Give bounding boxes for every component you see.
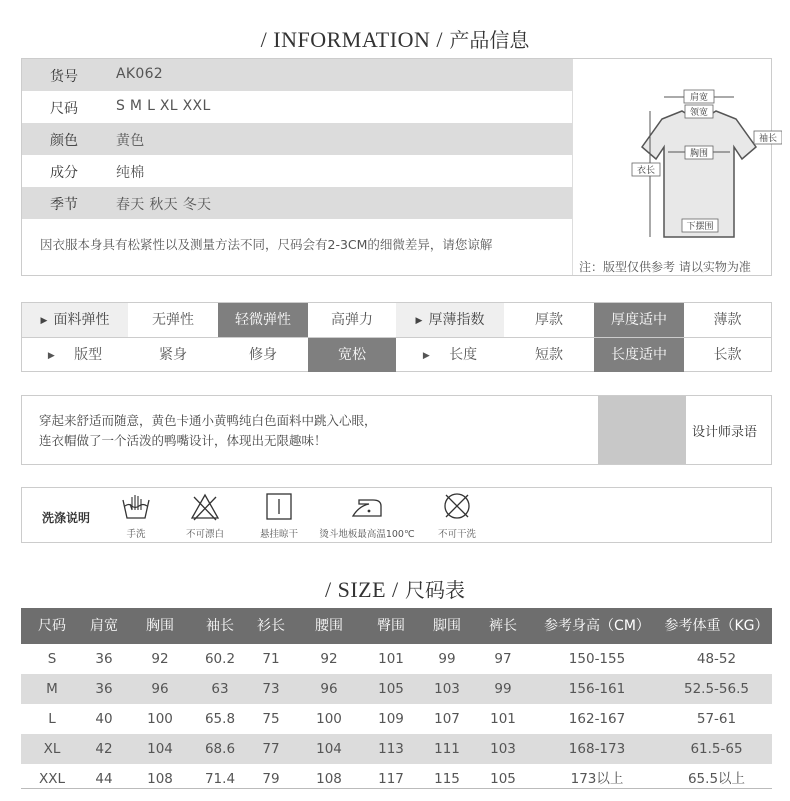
- attr-head-label: 面料弹性: [53, 312, 110, 328]
- table-row: [21, 644, 772, 674]
- size-cell: 92: [320, 651, 338, 667]
- size-cell: 105: [490, 771, 516, 787]
- designer-text-line: 穿起来舒适而随意，黄色卡通小黄鸭纯白色面料中跳入心眼，: [39, 413, 377, 428]
- wash-item-no-bleach: [182, 492, 228, 540]
- iron-icon: [349, 492, 385, 522]
- info-label: 货号: [50, 69, 78, 85]
- size-cell: 100: [316, 711, 342, 727]
- size-cell: 107: [434, 711, 460, 727]
- size-cell: 68.6: [204, 741, 236, 757]
- info-row-item-number: [22, 59, 572, 91]
- size-cell: 96: [151, 681, 169, 697]
- hand-wash-icon: [120, 492, 152, 522]
- size-header-cell: 腰围: [315, 618, 343, 634]
- no-dry-clean-icon: [441, 492, 473, 522]
- attr-head-length: [396, 338, 504, 372]
- sleeve-label: 袖长: [758, 134, 778, 144]
- size-header-cell: 胸围: [146, 618, 174, 634]
- size-title-latin: / SIZE /: [324, 577, 399, 602]
- attr-option: 短款: [535, 347, 563, 363]
- size-header-cell: 参考身高（CM）: [544, 618, 650, 634]
- triangle-right-icon: ▶: [40, 316, 48, 326]
- size-cell: 168-173: [568, 741, 626, 757]
- size-cell: 57-61: [696, 711, 737, 727]
- attr-head-label: 厚薄指数: [428, 312, 485, 328]
- size-cell: 113: [378, 741, 404, 757]
- size-cell: 101: [378, 651, 404, 667]
- size-table-header: [21, 608, 772, 644]
- info-divider: [572, 59, 573, 275]
- size-cell: 42: [95, 741, 113, 757]
- hem-label: 下摆围: [686, 222, 714, 232]
- triangle-right-icon: ▶: [47, 351, 55, 361]
- size-variance-note: 因衣服本身具有松紧性以及测量方法不同，尺码会有2-3CM的细微差异，请您谅解: [40, 237, 493, 252]
- size-cell: 100: [147, 711, 173, 727]
- line-dry-icon: [263, 492, 295, 522]
- size-cell: 97: [494, 651, 512, 667]
- size-cell: 36: [95, 651, 113, 667]
- wash-item-line-dry: [254, 492, 304, 540]
- wash-item-text: 不可漂白: [185, 529, 224, 540]
- designer-image-placeholder: [598, 396, 686, 464]
- size-cell: 61.5-65: [690, 741, 743, 757]
- designer-label: 设计师录语: [692, 425, 758, 440]
- attr-head-label: 长度: [449, 347, 478, 363]
- info-value: 纯棉: [116, 165, 145, 181]
- attr-head-fit: [22, 338, 128, 372]
- table-row: [21, 764, 772, 794]
- designer-notes-panel: [21, 395, 772, 465]
- size-header-cell: 参考体重（KG）: [664, 618, 769, 634]
- attr-option: 修身: [249, 347, 277, 363]
- size-cell: 156-161: [568, 681, 626, 697]
- size-cell: 104: [147, 741, 173, 757]
- attr-option-selected: 宽松: [308, 338, 396, 372]
- wash-item-text: 烫斗地板最高温100℃: [319, 529, 415, 540]
- size-cell: 92: [151, 651, 169, 667]
- attr-option: 薄款: [713, 312, 742, 328]
- size-cell: M: [46, 681, 58, 697]
- length-label: 衣长: [636, 166, 656, 176]
- chest-label: 胸围: [689, 149, 709, 159]
- wash-item-no-dry-clean: [432, 492, 482, 540]
- size-cell: 108: [316, 771, 342, 787]
- fabric-attributes-grid: [21, 302, 772, 372]
- size-cell: 65.5以上: [687, 771, 746, 787]
- size-cell: 71.4: [204, 771, 236, 787]
- attr-option: 厚款: [535, 312, 563, 328]
- info-value: 黄色: [116, 133, 145, 149]
- size-title-cn: 尺码表: [405, 578, 466, 602]
- size-header-cell: 袖长: [206, 618, 234, 634]
- wash-label: 洗涤说明: [42, 511, 91, 525]
- size-cell: 79: [262, 771, 280, 787]
- info-value: AK062: [116, 66, 163, 82]
- attr-option: 高弹力: [331, 312, 373, 328]
- collar-label: 领宽: [689, 108, 709, 118]
- attr-option: 长款: [713, 347, 742, 363]
- shoulder-label: 肩宽: [689, 93, 709, 103]
- attr-option: 无弹性: [152, 312, 194, 328]
- designer-text-line: 连衣帽做了一个活泼的鸭嘴设计，体现出无限趣味！: [39, 433, 327, 448]
- diagram-note: 注：版型仅供参考 请以实物为准: [579, 260, 751, 274]
- size-header-cell: 衫长: [257, 618, 285, 634]
- info-row-color: [22, 123, 572, 155]
- size-cell: 71: [262, 651, 280, 667]
- attr-option-selected: 长度适中: [594, 338, 684, 372]
- info-label: 成分: [50, 165, 78, 181]
- info-title-latin: / INFORMATION /: [260, 27, 443, 52]
- no-bleach-icon: [189, 492, 221, 522]
- size-cell: 150-155: [568, 651, 626, 667]
- designer-text: [39, 411, 377, 451]
- wash-item-iron: [317, 492, 417, 540]
- size-cell: L: [48, 711, 56, 727]
- size-table-bottom-border: [21, 788, 772, 789]
- size-cell: 77: [262, 741, 280, 757]
- attr-head-label: 版型: [74, 347, 103, 363]
- attr-head-elasticity: [22, 303, 128, 337]
- info-row-material: [22, 155, 572, 187]
- info-label: 季节: [50, 197, 78, 213]
- info-value: 春天 秋天 冬天: [116, 197, 212, 213]
- info-row-season: [22, 187, 572, 219]
- size-header-cell: 裤长: [489, 618, 517, 634]
- table-row: [21, 734, 772, 764]
- triangle-right-icon: ▶: [422, 351, 430, 361]
- wash-item-text: 手洗: [126, 529, 146, 540]
- wash-item-text: 悬挂晾干: [259, 529, 298, 540]
- size-cell: 117: [378, 771, 404, 787]
- size-cell: 101: [490, 711, 516, 727]
- size-cell: XXL: [38, 771, 66, 787]
- attr-option: 紧身: [159, 347, 187, 363]
- attr-option-selected: 轻微弹性: [218, 303, 308, 337]
- info-label: 颜色: [50, 133, 78, 149]
- wash-item-hand-wash: [116, 492, 156, 540]
- size-cell: 103: [434, 681, 460, 697]
- product-info-panel: [21, 58, 778, 276]
- info-value: S M L XL XXL: [116, 98, 211, 114]
- size-cell: 115: [434, 771, 460, 787]
- size-header-cell: 尺码: [38, 618, 66, 634]
- size-cell: 36: [95, 681, 113, 697]
- size-cell: XL: [43, 741, 61, 757]
- size-cell: 65.8: [204, 711, 236, 727]
- size-cell: 162-167: [568, 711, 626, 727]
- size-cell: 99: [438, 651, 456, 667]
- attr-option-selected: 厚度适中: [594, 303, 684, 337]
- size-header-cell: 肩宽: [90, 618, 118, 634]
- size-cell: 44: [95, 771, 113, 787]
- size-cell: 96: [320, 681, 338, 697]
- size-cell: 111: [434, 741, 460, 757]
- size-header-cell: 脚围: [433, 618, 461, 634]
- size-cell: 104: [316, 741, 342, 757]
- wash-instructions-panel: [21, 487, 772, 543]
- size-cell: 40: [95, 711, 113, 727]
- size-cell: 173以上: [570, 771, 624, 787]
- size-cell: 73: [262, 681, 280, 697]
- size-cell: S: [47, 651, 57, 667]
- tshirt-measurement-diagram: [612, 89, 782, 254]
- attr-head-thickness: [396, 303, 504, 337]
- size-cell: 99: [494, 681, 512, 697]
- size-cell: 109: [378, 711, 404, 727]
- info-row-size: [22, 91, 572, 123]
- size-cell: 52.5-56.5: [684, 681, 749, 697]
- size-cell: 108: [147, 771, 173, 787]
- size-section-title: [0, 574, 790, 603]
- size-cell: 75: [262, 711, 280, 727]
- size-cell: 103: [490, 741, 516, 757]
- triangle-right-icon: ▶: [415, 316, 423, 326]
- table-row: [21, 704, 772, 734]
- size-cell: 60.2: [204, 651, 236, 667]
- size-cell: 63: [211, 681, 229, 697]
- size-cell: 48-52: [696, 651, 737, 667]
- info-title-cn: 产品信息: [449, 28, 530, 52]
- size-cell: 105: [378, 681, 404, 697]
- wash-item-text: 不可干洗: [437, 529, 476, 540]
- table-row: [21, 674, 772, 704]
- size-header-cell: 臀围: [377, 618, 405, 634]
- info-label: 尺码: [50, 101, 78, 117]
- info-section-title: [0, 24, 790, 53]
